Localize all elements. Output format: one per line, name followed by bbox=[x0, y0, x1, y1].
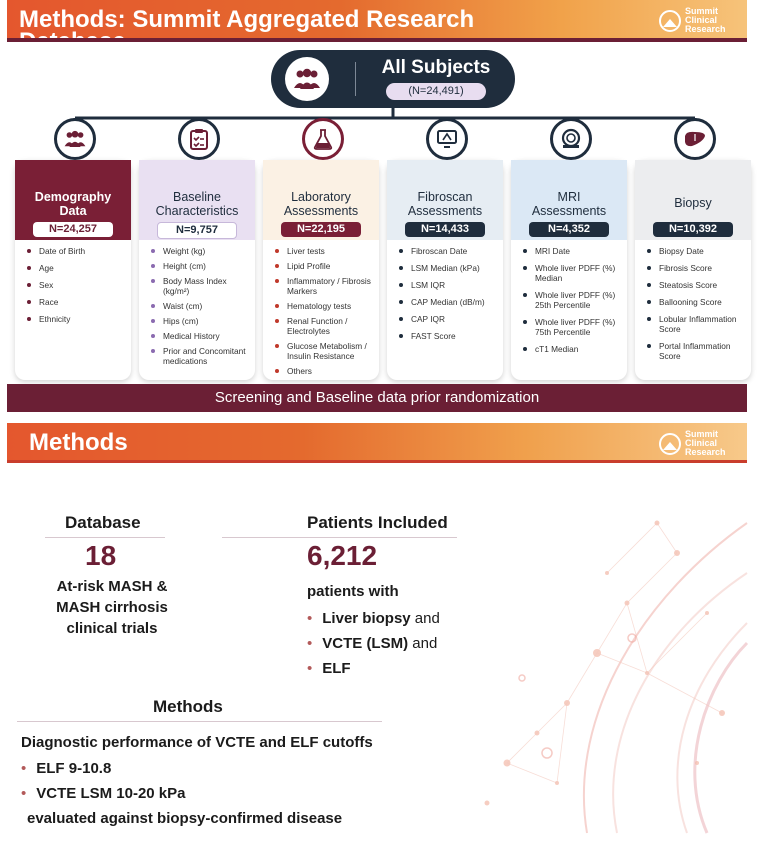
summit-logo bbox=[659, 430, 726, 457]
list-item: Whole liver PDFF (%) 25th Percentile bbox=[523, 290, 621, 310]
card-biopsy bbox=[635, 160, 751, 380]
slide2-title: Methods bbox=[29, 429, 128, 456]
list-item: Lobular Inflammation Score bbox=[647, 314, 745, 334]
card-count: N=9,757 bbox=[157, 222, 237, 239]
list-item: Sex bbox=[27, 280, 125, 290]
list-item: Glucose Metabolism / Insulin Resistance bbox=[275, 341, 373, 361]
people-group-icon bbox=[54, 118, 96, 160]
card-title-line1: Laboratory bbox=[291, 190, 351, 204]
list-item: cT1 Median bbox=[523, 344, 621, 354]
list-item: Prior and Concomitant medications bbox=[151, 346, 249, 366]
list-item: Liver tests bbox=[275, 246, 373, 256]
list-item: • ELF bbox=[307, 660, 351, 677]
list-item: Waist (cm) bbox=[151, 301, 249, 311]
logo-line3: Research bbox=[685, 447, 726, 457]
list-item: • ELF 9-10.8 bbox=[21, 760, 112, 777]
list-item: • VCTE (LSM) and bbox=[307, 635, 438, 652]
list-item: Renal Function / Electrolytes bbox=[275, 316, 373, 336]
slide-summit-database bbox=[7, 0, 747, 412]
database-number: 18 bbox=[85, 540, 117, 571]
slide1-footer: Screening and Baseline data prior randomization bbox=[7, 384, 747, 412]
card-count: N=24,257 bbox=[33, 222, 113, 237]
list-item: Whole liver PDFF (%) 75th Percentile bbox=[523, 317, 621, 337]
list-item: Biopsy Date bbox=[647, 246, 745, 256]
methods-heading: Methods bbox=[153, 697, 223, 716]
database-desc-line3: clinical trials bbox=[66, 620, 158, 637]
liver-icon bbox=[674, 118, 716, 160]
list-item: Hips (cm) bbox=[151, 316, 249, 326]
patients-intro: patients with bbox=[307, 583, 399, 600]
card-demography bbox=[15, 160, 131, 380]
card-title-line2: Characteristics bbox=[155, 204, 239, 218]
card-count: N=4,352 bbox=[529, 222, 609, 237]
list-item: Lipid Profile bbox=[275, 261, 373, 271]
list-item: Fibrosis Score bbox=[647, 263, 745, 273]
card-laboratory bbox=[263, 160, 379, 380]
list-item: Age bbox=[27, 263, 125, 273]
logo-line2: Clinical bbox=[685, 15, 718, 25]
card-title-line1: MRI bbox=[557, 190, 581, 204]
card-items bbox=[511, 240, 627, 354]
card-fibroscan bbox=[387, 160, 503, 380]
pill-separator bbox=[355, 62, 356, 96]
card-title-line1: Baseline bbox=[173, 190, 221, 204]
list-item: Medical History bbox=[151, 331, 249, 341]
summit-mountain-icon bbox=[659, 433, 681, 455]
list-item: Others bbox=[275, 366, 373, 376]
list-item: Ethnicity bbox=[27, 314, 125, 324]
logo-line2: Clinical bbox=[685, 438, 718, 448]
all-subjects-label: All Subjects bbox=[381, 57, 491, 78]
ultrasound-monitor-icon bbox=[426, 118, 468, 160]
list-item: Race bbox=[27, 297, 125, 307]
logo-line1: Summit bbox=[685, 6, 719, 16]
list-item: CAP Median (dB/m) bbox=[399, 297, 497, 307]
list-item: Height (cm) bbox=[151, 261, 249, 271]
network-decoration bbox=[447, 463, 747, 833]
clipboard-checklist-icon bbox=[178, 118, 220, 160]
list-item: Date of Birth bbox=[27, 246, 125, 256]
card-items bbox=[263, 240, 379, 376]
flask-icon bbox=[302, 118, 344, 160]
card-items bbox=[635, 240, 751, 361]
list-item: • VCTE LSM 10-20 kPa bbox=[21, 785, 186, 802]
card-count: N=14,433 bbox=[405, 222, 485, 237]
list-item: MRI Date bbox=[523, 246, 621, 256]
list-item: Portal Inflammation Score bbox=[647, 341, 745, 361]
list-item: Fibroscan Date bbox=[399, 246, 497, 256]
card-title-line1: Fibroscan bbox=[417, 190, 473, 204]
list-item: Hematology tests bbox=[275, 301, 373, 311]
mri-scanner-icon bbox=[550, 118, 592, 160]
methods-tail: evaluated against biopsy-confirmed disease bbox=[27, 810, 343, 827]
patients-number: 6,212 bbox=[307, 540, 378, 571]
patients-rule bbox=[222, 537, 457, 538]
all-subjects-count: (N=24,491) bbox=[386, 83, 486, 100]
card-title-line2: Data bbox=[59, 204, 87, 218]
slide1-title: Methods: Summit Aggregated Research bbox=[19, 6, 475, 33]
list-item: LSM Median (kPa) bbox=[399, 263, 497, 273]
list-item: FAST Score bbox=[399, 331, 497, 341]
list-item: Body Mass Index (kg/m²) bbox=[151, 276, 249, 296]
list-item: • Liver biopsy and bbox=[307, 610, 440, 627]
slide-methods bbox=[7, 423, 747, 833]
card-baseline bbox=[139, 160, 255, 380]
card-items bbox=[387, 240, 503, 341]
card-count: N=10,392 bbox=[653, 222, 733, 237]
database-desc-line2: MASH cirrhosis bbox=[56, 599, 168, 616]
list-item: Whole liver PDFF (%) Median bbox=[523, 263, 621, 283]
list-item: Steatosis Score bbox=[647, 280, 745, 290]
all-subjects-pill bbox=[271, 50, 515, 108]
card-title-line1: Demography bbox=[34, 190, 112, 204]
database-desc-line1: At-risk MASH & bbox=[56, 578, 168, 595]
list-item: Ballooning Score bbox=[647, 297, 745, 307]
methods-lead: Diagnostic performance of VCTE and ELF cutoffs bbox=[21, 734, 373, 751]
database-rule bbox=[45, 537, 165, 538]
logo-line3: Research bbox=[685, 24, 726, 34]
card-title-line2: Assessments bbox=[283, 204, 359, 218]
logo-line1: Summit bbox=[685, 429, 719, 439]
slide2-header bbox=[7, 423, 747, 463]
methods-rule bbox=[17, 721, 382, 722]
card-items bbox=[139, 240, 255, 366]
database-heading: Database bbox=[65, 513, 141, 532]
card-title-line2: Assessments bbox=[531, 204, 607, 218]
list-item: Weight (kg) bbox=[151, 246, 249, 256]
card-mri bbox=[511, 160, 627, 380]
database-description bbox=[27, 576, 197, 639]
card-items bbox=[15, 240, 131, 324]
card-title-line1: Biopsy bbox=[674, 196, 712, 210]
people-group-icon bbox=[285, 57, 329, 101]
patients-heading: Patients Included bbox=[307, 513, 448, 532]
list-item: CAP IQR bbox=[399, 314, 497, 324]
list-item: LSM IQR bbox=[399, 280, 497, 290]
card-title-line2: Assessments bbox=[407, 204, 483, 218]
card-count: N=22,195 bbox=[281, 222, 361, 237]
list-item: Inflammatory / Fibrosis Markers bbox=[275, 276, 373, 296]
